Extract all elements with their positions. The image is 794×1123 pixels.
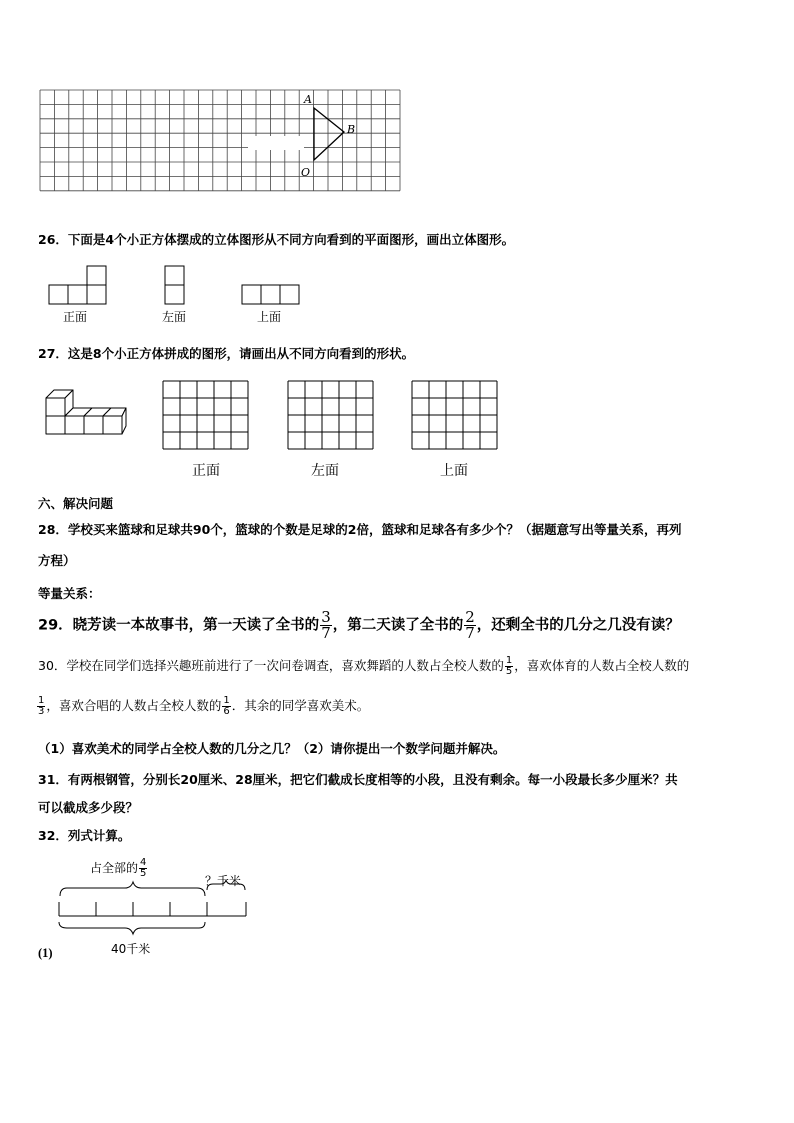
q30-fraction-2 <box>37 696 45 717</box>
q26-label-top: 上面 <box>257 310 282 324</box>
q32-fraction <box>139 858 147 879</box>
q32-label-total: 40千米 <box>111 942 151 956</box>
q28-relation-label: 等量关系： <box>38 586 101 601</box>
q28-line2: 方程） <box>38 553 76 568</box>
label-a: A <box>304 93 312 106</box>
label-b: B <box>347 123 356 136</box>
q30-frac2-den: 3 <box>38 706 45 717</box>
q32-item-1: (1) <box>38 946 53 960</box>
q31-line2: 可以截成多少段？ <box>38 800 139 815</box>
q26-left-view <box>164 264 188 306</box>
section6-title: 六、解决问题 <box>38 496 114 511</box>
grid-figure <box>38 88 408 192</box>
grid-blank-region <box>248 136 304 150</box>
q32-line-diagram <box>55 880 255 940</box>
q27-label-top: 上面 <box>440 463 468 479</box>
q32-label-q: ？千米 <box>205 874 242 888</box>
q26-top-view <box>241 283 303 305</box>
q31-line1: 31．有两根钢管，分别长20厘米、28厘米，把它们截成长度相等的小段，且没有剩余。每一小段最长多少厘米？共 <box>38 772 678 787</box>
q27-label-front: 正面 <box>192 463 220 479</box>
q29-text <box>38 610 680 641</box>
q26-label-front: 正面 <box>63 310 88 324</box>
q32-text: 32．列式计算。 <box>38 828 131 843</box>
q29-frac2-den: 7 <box>465 624 475 642</box>
q32-label-top-text: 占全部的 <box>90 861 139 875</box>
q29-fraction-2 <box>464 610 476 641</box>
q29-part2: ，第二天读了全书的 <box>332 617 464 634</box>
triangle-aob <box>314 108 344 160</box>
q30-frac1-den: 5 <box>505 666 513 677</box>
q27-grid-top <box>411 380 501 452</box>
q30-sub: （1）喜欢美术的同学占全校人数的几分之几？（2）请你提出一个数学问题并解决。 <box>38 741 506 756</box>
q28-line1: 28．学校买来篮球和足球共90个，篮球的个数是足球的2倍，篮球和足球各有多少个？（据题意写出等量关系，再列 <box>38 522 682 537</box>
q27-cube-solid <box>42 384 128 446</box>
q29-frac2-num: 2 <box>465 608 475 626</box>
label-o: O <box>301 166 311 179</box>
q30-part2: ，喜欢体育的人数占全校人数的 <box>514 658 690 673</box>
q30-frac3-den: 6 <box>223 706 230 717</box>
q30-part3: ，喜欢合唱的人数占全校人数的 <box>46 698 222 713</box>
grid-lines <box>40 90 400 191</box>
q30-frac1-num: 1 <box>505 655 513 666</box>
q26-text: 26．下面是4个小正方体摆成的立体图形从不同方向看到的平面图形，画出立体图形。 <box>38 232 515 247</box>
q27-text: 27．这是8个小正方体拼成的图形，请画出从不同方向看到的形状。 <box>38 346 415 361</box>
q30-frac3-num: 1 <box>223 695 230 706</box>
q30-part4: ．其余的同学喜欢美术。 <box>231 698 370 713</box>
q32-frac-den: 5 <box>140 868 147 879</box>
q27-grid-front <box>162 380 252 452</box>
q30-line2 <box>36 696 369 717</box>
q29-part1: 29．晓芳读一本故事书，第一天读了全书的 <box>38 617 320 634</box>
q29-part3: ，还剩全书的几分之几没有读？ <box>476 617 680 634</box>
q27-grid-left <box>287 380 377 452</box>
q32-frac-num: 4 <box>140 857 147 868</box>
q30-fraction-1 <box>505 656 513 677</box>
q27-label-left: 左面 <box>311 463 339 479</box>
q30-line1 <box>38 656 689 677</box>
q30-frac2-num: 1 <box>38 695 45 706</box>
q30-fraction-3 <box>222 696 230 717</box>
q29-frac1-den: 7 <box>321 624 331 642</box>
q30-part1: 30．学校在同学们选择兴趣班前进行了一次问卷调查，喜欢舞蹈的人数占全校人数的 <box>38 658 504 673</box>
q32-label-top <box>90 858 148 879</box>
q26-front-view <box>48 264 110 306</box>
q29-frac1-num: 3 <box>321 608 331 626</box>
q26-label-left: 左面 <box>162 310 187 324</box>
q29-fraction-1 <box>320 610 332 641</box>
